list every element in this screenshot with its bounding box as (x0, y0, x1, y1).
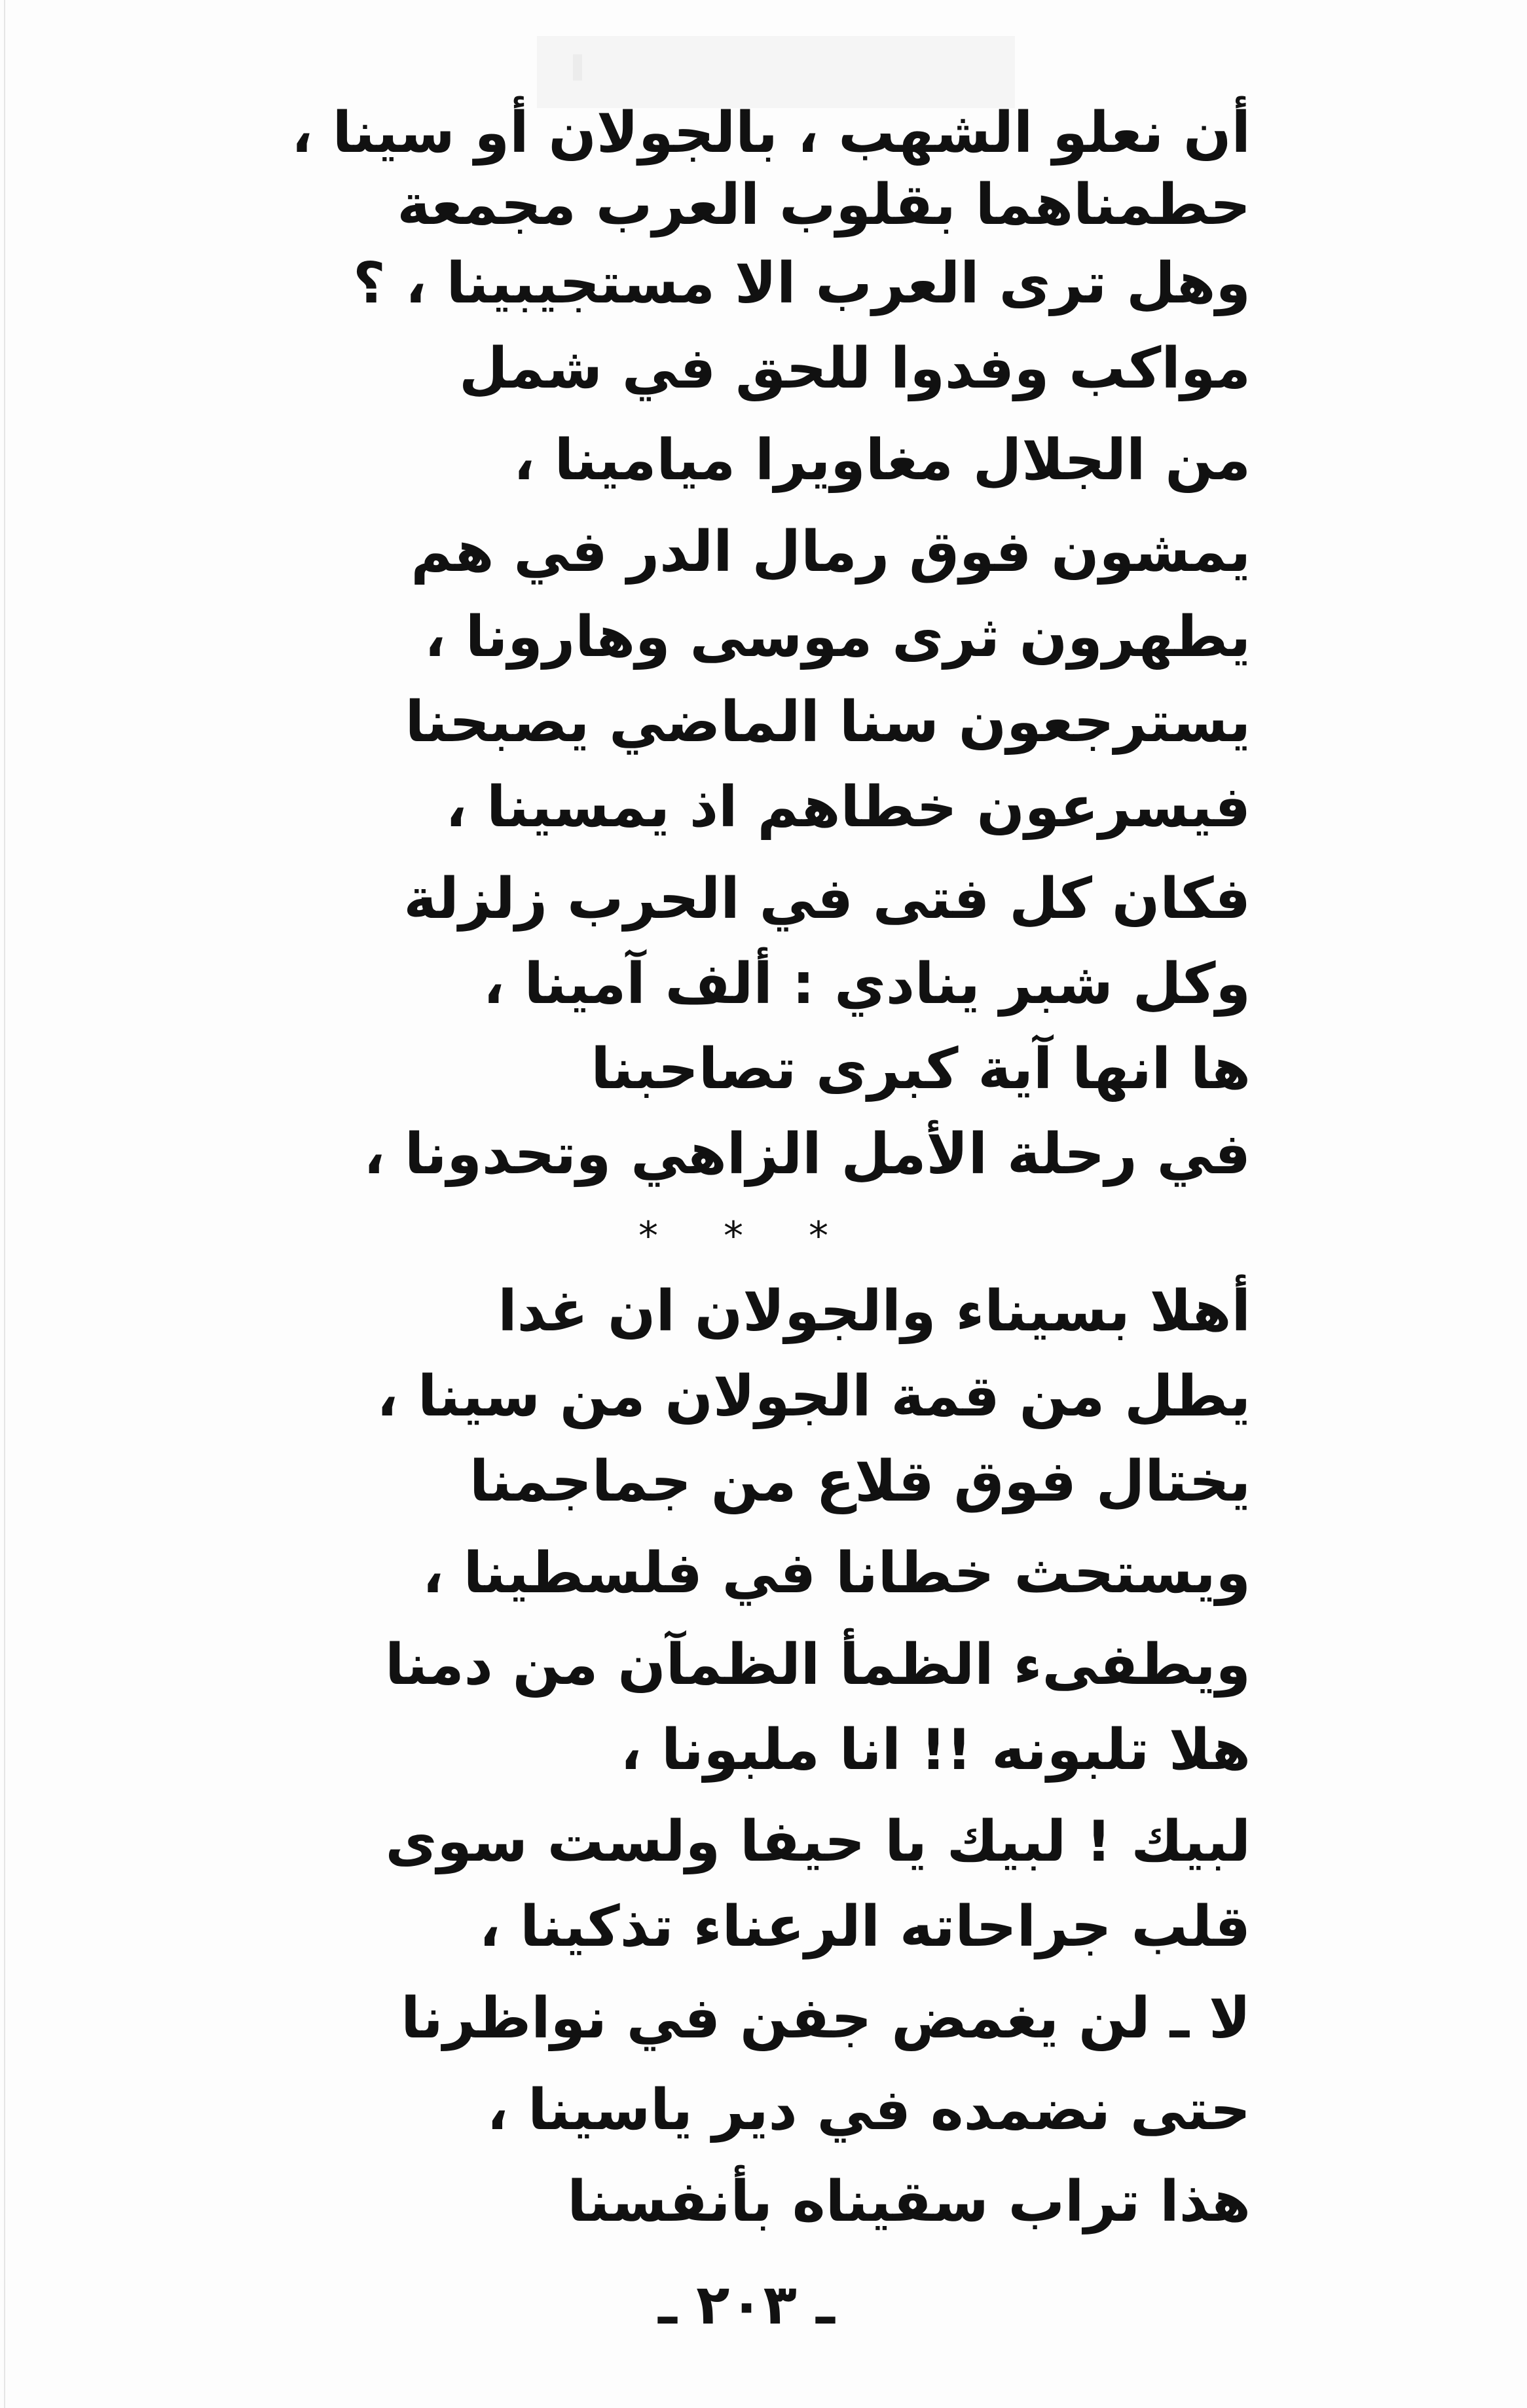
verse-line: في رحلة الأمل الزاهي وتحدونا ، (363, 1122, 1251, 1187)
separator-star: * (638, 1213, 658, 1259)
verse-line: فكان كل فتى في الحرب زلزلة (403, 866, 1251, 932)
section-separator (638, 1213, 848, 1259)
verse-line: لبيك ! لبيك يا حيفا ولست سوى (385, 1809, 1251, 1874)
verse-line: ويطفىء الظمأ الظمآن من دمنا (385, 1632, 1251, 1698)
verse-line: يطل من قمة الجولان من سينا ، (377, 1364, 1251, 1429)
page-number: ـ ٢٠٣ ـ (658, 2272, 835, 2337)
verse-line: قلب جراحاته الرعناء تذكينا ، (479, 1894, 1251, 1960)
verse-line: ها انها آية كبرى تصاحبنا (591, 1036, 1251, 1102)
verse-line: يمشون فوق رمال الدر في هم (411, 519, 1251, 585)
verse-line: أهلا بسيناء والجولان ان غدا (498, 1279, 1251, 1344)
verse-line: حطمناهما بقلوب العرب مجمعة (397, 172, 1251, 238)
verse-line: مواكب وفدوا للحق في شمل (458, 336, 1251, 401)
scan-margin-line (4, 0, 5, 2408)
verse-line: هلا تلبونه !! انا ملبونا ، (620, 1717, 1251, 1783)
verse-line: لا ـ لن يغمض جفن في نواظرنا (401, 1986, 1251, 2051)
separator-star: * (809, 1213, 828, 1259)
verse-line: يطهرون ثرى موسى وهارونا ، (424, 604, 1251, 670)
poem-body (291, 0, 1251, 2357)
verse-line: أن نعلو الشهب ، بالجولان أو سينا ، (291, 100, 1251, 166)
verse-line: وهل ترى العرب الا مستجيبينا ، ؟ (353, 251, 1251, 316)
verse-line: هذا تراب سقيناه بأنفسنا (567, 2169, 1251, 2235)
verse-line: حتى نضمده في دير ياسينا ، (487, 2077, 1251, 2143)
verse-line: فيسرعون خطاهم اذ يمسينا ، (445, 775, 1251, 840)
verse-line: وكل شبر ينادي : ألف آمينا ، (483, 951, 1251, 1017)
verse-line: يسترجعون سنا الماضي يصبحنا (405, 689, 1251, 755)
verse-line: من الجلال مغاويرا ميامينا ، (513, 428, 1251, 493)
verse-line: يختال فوق قلاع من جماجمنا (469, 1449, 1251, 1514)
separator-star: * (724, 1213, 743, 1259)
verse-line: ويستحث خطانا في فلسطينا ، (422, 1541, 1251, 1606)
